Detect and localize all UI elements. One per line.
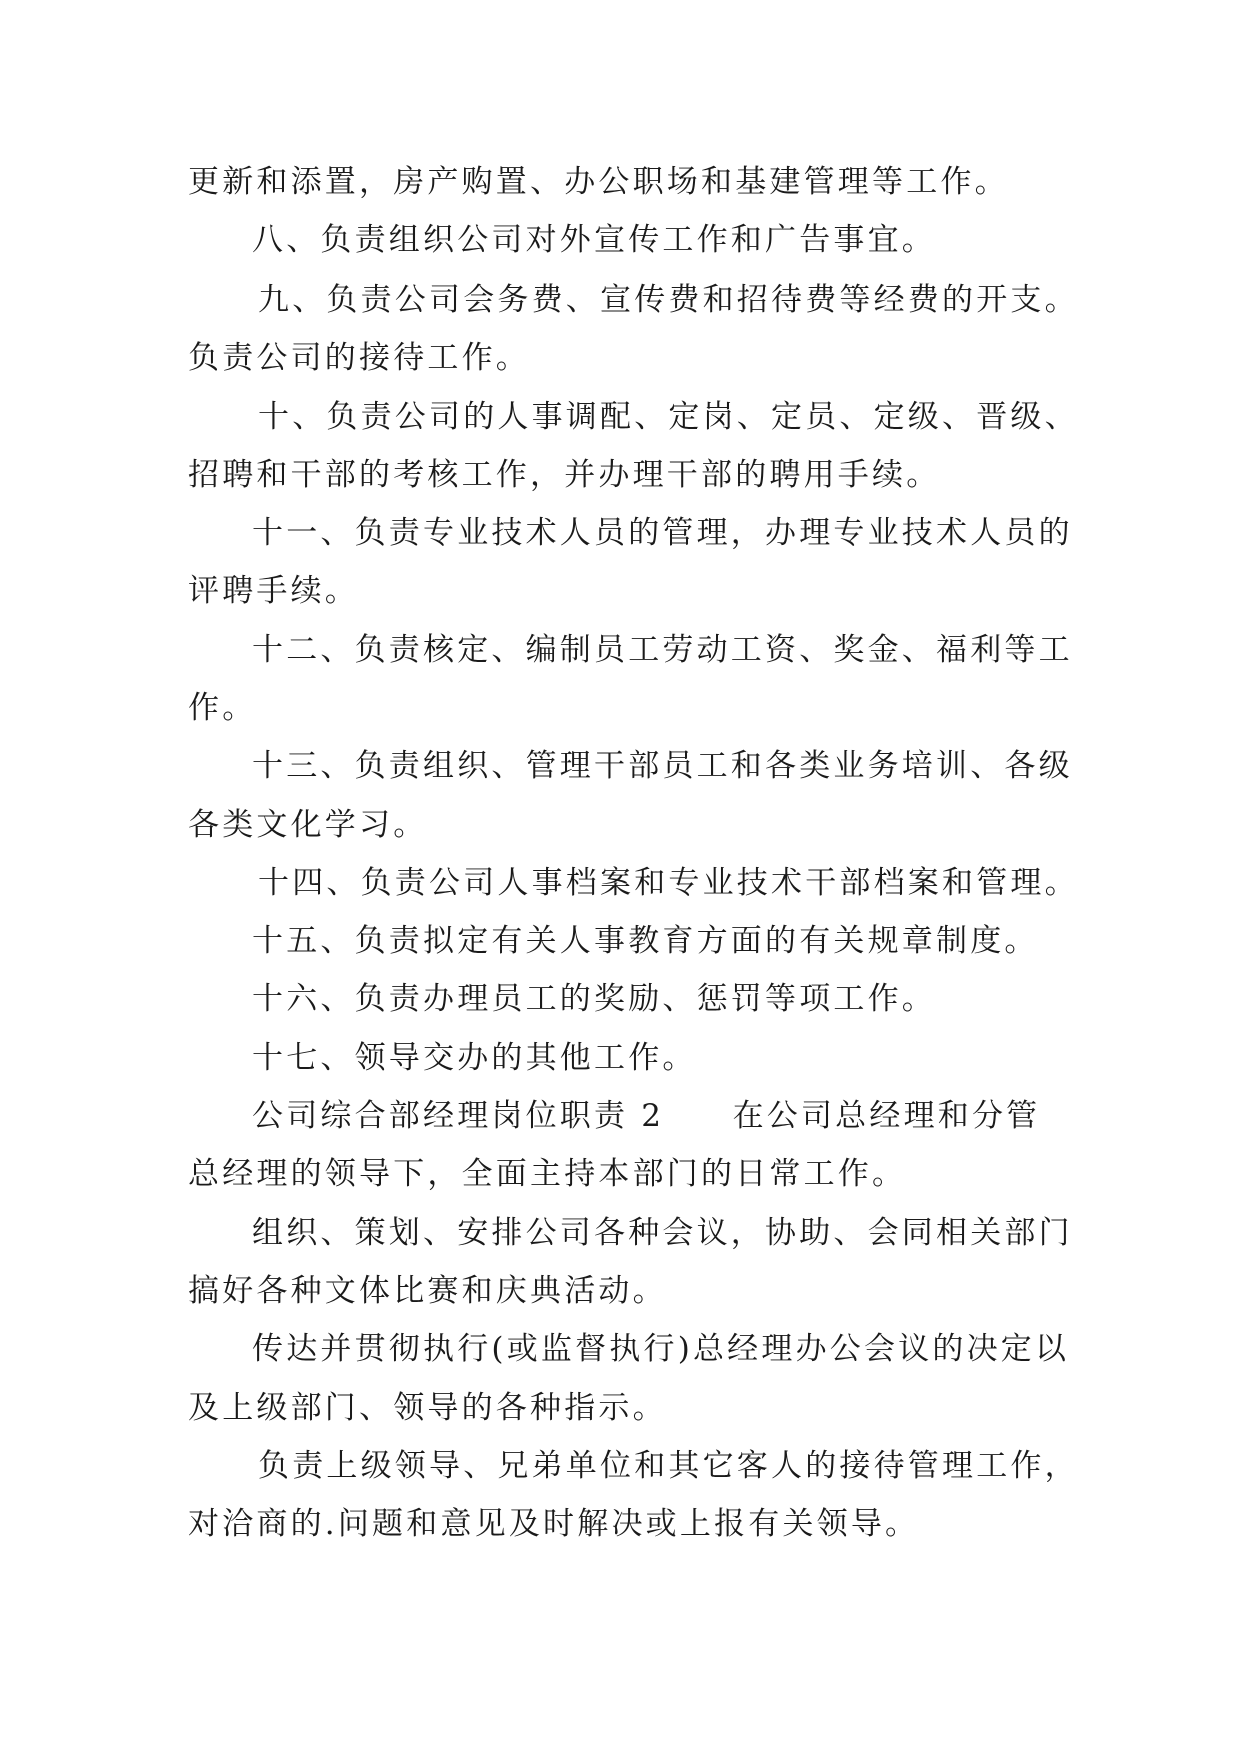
text-line: 搞好各种文体比赛和庆典活动。 bbox=[188, 1273, 667, 1309]
text-line: 负责上级领导、兄弟单位和其它客人的接待管理工作， bbox=[258, 1448, 1079, 1484]
text-line: 十五、负责拟定有关人事教育方面的有关规章制度。 bbox=[252, 923, 1039, 959]
text-line: 九、负责公司会务费、宣传费和招待费等经费的开支。 bbox=[258, 282, 1079, 318]
text-line: 十一、负责专业技术人员的管理，办理专业技术人员的 bbox=[252, 515, 1073, 551]
text-line: 更新和添置，房产购置、办公职场和基建管理等工作。 bbox=[188, 164, 1009, 200]
text-line: 八、负责组织公司对外宣传工作和广告事宜。 bbox=[252, 222, 936, 258]
text-line: 十二、负责核定、编制员工劳动工资、奖金、福利等工 bbox=[252, 632, 1073, 668]
text-line: 总经理的领导下，全面主持本部门的日常工作。 bbox=[188, 1156, 907, 1192]
text-line: 十七、领导交办的其他工作。 bbox=[252, 1040, 697, 1076]
text-line: 十三、负责组织、管理干部员工和各类业务培训、各级 bbox=[252, 748, 1073, 784]
text-line: 作。 bbox=[188, 690, 257, 726]
text-line: 十、负责公司的人事调配、定岗、定员、定级、晋级、 bbox=[258, 399, 1079, 435]
text-line: 组织、策划、安排公司各种会议，协助、会同相关部门 bbox=[252, 1215, 1073, 1251]
text-line: 招聘和干部的考核工作，并办理干部的聘用手续。 bbox=[188, 457, 941, 493]
text-line: 十四、负责公司人事档案和专业技术干部档案和管理。 bbox=[258, 865, 1079, 901]
text-line: 负责公司的接待工作。 bbox=[188, 340, 530, 376]
text-line: 评聘手续。 bbox=[188, 573, 359, 609]
text-line: 十六、负责办理员工的奖励、惩罚等项工作。 bbox=[252, 981, 936, 1017]
text-line: 对洽商的.问题和意见及时解决或上报有关领导。 bbox=[188, 1506, 920, 1542]
text-line: 及上级部门、领导的各种指示。 bbox=[188, 1390, 667, 1426]
text-line: 公司综合部经理岗位职责 2 在公司总经理和分管 bbox=[252, 1098, 1041, 1134]
text-line: 传达并贯彻执行(或监督执行)总经理办公会议的决定以 bbox=[252, 1331, 1070, 1367]
text-line: 各类文化学习。 bbox=[188, 807, 428, 843]
